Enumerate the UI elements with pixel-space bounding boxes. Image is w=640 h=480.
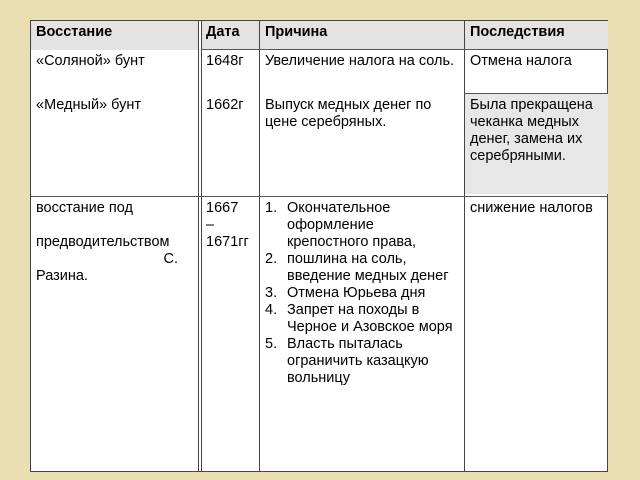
cause-item-text: Власть пыталась ограничить казацкую вольницу <box>287 336 429 386</box>
row2-cause <box>260 94 464 194</box>
row3-uprising <box>31 197 199 471</box>
column-divider <box>259 21 260 471</box>
row3-date-line2: – <box>206 217 215 233</box>
row2-date-text: 1662г <box>206 97 244 113</box>
row-divider <box>465 93 608 94</box>
header-date-label: Дата <box>206 24 240 40</box>
row3-uprising-line3: С. <box>163 251 178 267</box>
row1-cause <box>260 50 464 94</box>
row2-consequence <box>465 94 608 194</box>
header-cause-label: Причина <box>265 24 328 40</box>
header-consequence <box>465 21 608 50</box>
row1-consequence <box>465 50 608 94</box>
row-divider <box>31 196 608 197</box>
row1-cause-text: Увеличение налога на соль. <box>265 53 455 69</box>
cause-item-number: 3. <box>265 285 278 301</box>
row3-uprising-line1: восстание под <box>36 200 133 216</box>
row1-uprising-text: «Соляной» бунт <box>36 53 145 69</box>
row2-uprising-text: «Медный» бунт <box>36 97 142 113</box>
header-uprising <box>31 21 199 50</box>
row3-consequence-text: снижение налогов <box>470 200 593 216</box>
row3-uprising-line2: предводительством <box>36 234 170 250</box>
row1-consequence-text: Отмена налога <box>470 53 572 69</box>
row3-cause <box>260 197 464 471</box>
header-underline <box>201 49 608 50</box>
cause-item-number: 4. <box>265 302 278 318</box>
header-uprising-label: Восстание <box>36 24 113 40</box>
column-divider <box>198 21 202 471</box>
row3-uprising-line4: Разина. <box>36 268 88 284</box>
row1-date <box>201 50 259 94</box>
cause-item-number: 1. <box>265 200 278 216</box>
cause-item <box>265 336 459 387</box>
row1-date-text: 1648г <box>206 53 244 69</box>
cause-item-text: пошлина на соль, введение медных денег <box>287 251 449 284</box>
header-date <box>201 21 259 50</box>
row2-consequence-text: Была прекращена чеканка медных денег, замена их серебряными. <box>470 97 593 164</box>
cause-item <box>265 285 459 302</box>
row1-uprising <box>31 50 199 94</box>
cause-item-text: Окончательное оформление крепостного права, <box>287 200 417 250</box>
history-table <box>30 20 608 472</box>
cause-item <box>265 200 459 251</box>
cause-item-text: Запрет на походы в Черное и Азовское моря <box>287 302 453 335</box>
cause-item-text: Отмена Юрьева дня <box>287 285 426 301</box>
row3-date-line3: 1671гг <box>206 234 249 250</box>
row3-date-line1: 1667 <box>206 200 239 216</box>
row2-uprising <box>31 94 199 194</box>
row3-uprising-text <box>36 200 194 285</box>
row3-cause-list <box>265 200 459 387</box>
header-consequence-label: Последствия <box>470 24 565 40</box>
row2-cause-text: Выпуск медных денег по цене серебряных. <box>265 97 432 130</box>
row3-consequence <box>465 197 608 471</box>
cause-item <box>265 302 459 336</box>
row3-date <box>201 197 259 471</box>
row2-date <box>201 94 259 194</box>
cause-item <box>265 251 459 285</box>
cause-item-number: 5. <box>265 336 278 352</box>
header-cause <box>260 21 464 50</box>
column-divider <box>464 21 465 471</box>
cause-item-number: 2. <box>265 251 278 267</box>
